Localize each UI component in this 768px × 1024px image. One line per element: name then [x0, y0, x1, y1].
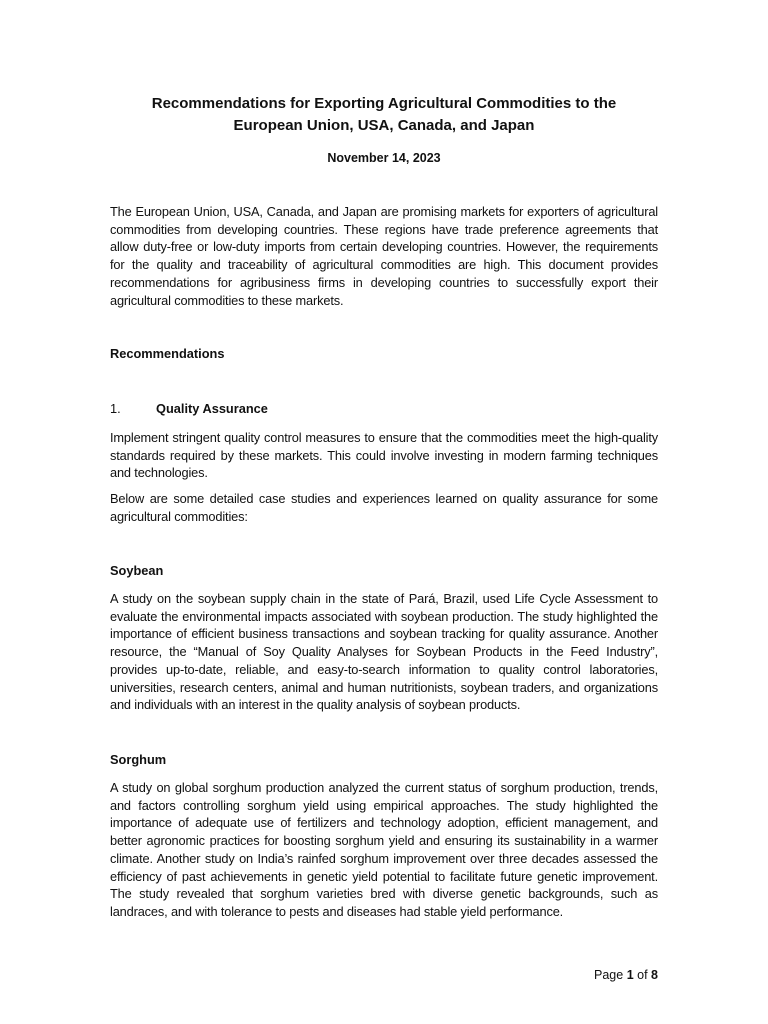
page-number-footer	[594, 966, 658, 984]
sorghum-heading: Sorghum	[110, 752, 167, 767]
section-1-heading	[110, 400, 658, 418]
of-label: of	[637, 968, 648, 982]
document-title	[110, 93, 658, 137]
section-1-title: Quality Assurance	[156, 401, 268, 416]
title-line-2: European Union, USA, Canada, and Japan	[233, 117, 535, 134]
page-label: Page	[594, 968, 624, 982]
title-line-1: Recommendations for Exporting Agricultural Commodities to the	[151, 95, 617, 112]
current-page-number: 1	[626, 968, 634, 982]
section-1-number: 1.	[110, 401, 121, 416]
document-date: November 14, 2023	[327, 151, 441, 165]
soybean-heading: Soybean	[110, 563, 164, 578]
section-1-paragraph-2: Below are some detailed case studies and experiences learned on quality assurance for some agricultural commodities:	[110, 491, 658, 524]
sorghum-paragraph: A study on global sorghum production analyzed the current status of sorghum production, trends, and factors controlling sorghum yield using empirical approaches. The study highlighted the importance of adequate use of fertilizers and technology adoption, efficient management, and better agronomic practices for boosting sorghum yield and ensuring its sustainability in a warmer climate. Another study on India’s rainfed sorghum improvement over three decades assessed the efficiency of past achievements in genetic yield potential to facilitate future genetic improvement. The study revealed that sorghum varieties bred with diverse genetic backgrounds, such as landraces, and with tolerance to pests and diseases had stable yield performance.	[110, 780, 658, 919]
section-1-paragraph-1: Implement stringent quality control measures to ensure that the commodities meet the high-quality standards required by these markets. This could involve investing in modern farming techniques and technologies.	[110, 430, 658, 481]
recommendations-heading: Recommendations	[110, 346, 225, 361]
intro-paragraph: The European Union, USA, Canada, and Japan are promising markets for exporters of agricultural commodities from developing countries. These regions have trade preference agreements that allow duty-free or low-duty imports from certain developing countries. However, the requirements for the quality and traceability of agricultural commodities are high. This document provides recommendations for agribusiness firms in developing countries to successfully export their agricultural commodities to these markets.	[110, 204, 658, 308]
soybean-paragraph: A study on the soybean supply chain in the state of Pará, Brazil, used Life Cycle Assessment to evaluate the environmental impacts associated with soybean production. The study highlighted the importance of efficient business transactions and soybean tracking for quality assurance. Another resource, the “Manual of Soy Quality Analyses for Soybean Products in the Feed Industry”, provides up-to-date, reliable, and easy-to-search information to quality control laboratories, universities, research centers, animal and human nutritionists, soybean traders, and organizations and individuals with an interest in the quality analysis of soybean products.	[110, 591, 658, 713]
total-page-count: 8	[651, 968, 658, 982]
